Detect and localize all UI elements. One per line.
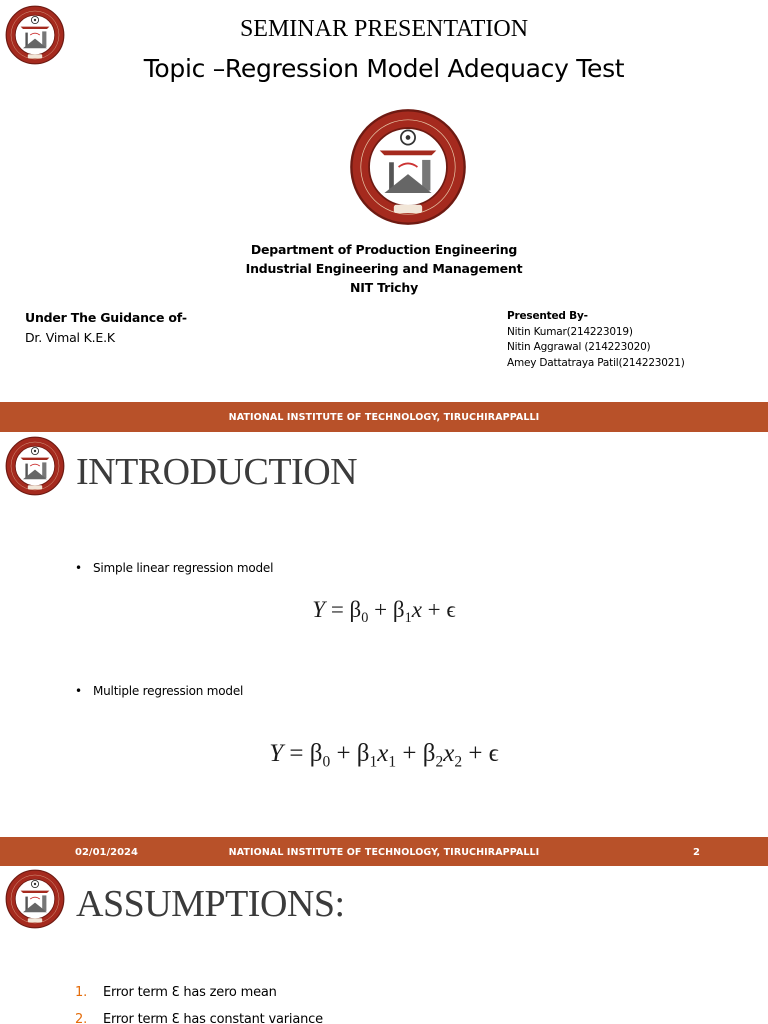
list-text: Error term Ɛ has constant variance xyxy=(103,1012,323,1024)
footer-institute: NATIONAL INSTITUTE OF TECHNOLOGY, TIRUCHIRAPPALLI xyxy=(228,847,540,858)
slide-title: ASSUMPTIONS: xyxy=(76,883,345,925)
slide-title-page xyxy=(0,0,768,432)
simple-regression-equation: $Y = \beta_0 + \beta_1x + \epsilon$ xyxy=(312,597,456,626)
slide-introduction xyxy=(0,432,768,866)
slide-footer xyxy=(0,402,768,432)
presented-by-label: Presented By- xyxy=(507,310,588,322)
bullet-dot: • xyxy=(75,561,82,575)
bullet-text: Multiple regression model xyxy=(93,684,244,698)
list-item xyxy=(75,1012,323,1024)
department-line: Department of Production Engineering xyxy=(250,242,518,257)
nit-seal-icon xyxy=(5,869,65,929)
presenter-name: Amey Dattatraya Patil(214223021) xyxy=(507,356,685,369)
slide-title: INTRODUCTION xyxy=(76,451,358,493)
footer-date: 02/01/2024 xyxy=(75,847,138,858)
presenter-name: Nitin Aggrawal (214223020) xyxy=(507,341,651,353)
seminar-heading: SEMINAR PRESENTATION xyxy=(239,16,529,42)
slide-assumptions xyxy=(0,866,768,1024)
presenter-name: Nitin Kumar(214223019) xyxy=(507,325,633,338)
topic-title: Topic –Regression Model Adequacy Test xyxy=(143,54,625,83)
bullet-dot: • xyxy=(75,684,82,698)
footer-institute: NATIONAL INSTITUTE OF TECHNOLOGY, TIRUCHIRAPPALLI xyxy=(228,412,540,423)
list-number: 2. xyxy=(75,1012,88,1024)
nit-seal-icon xyxy=(340,108,476,226)
slide-footer xyxy=(0,837,768,866)
page-number: 2 xyxy=(693,847,700,858)
presented-by-block xyxy=(507,309,685,371)
list-item xyxy=(75,985,277,1000)
department-line: NIT Trichy xyxy=(349,280,419,295)
bullet-item xyxy=(75,561,273,575)
bullet-text: Simple linear regression model xyxy=(93,561,274,575)
bullet-item xyxy=(75,684,243,698)
department-block xyxy=(0,240,768,297)
guide-name: Dr. Vimal K.E.K xyxy=(25,330,115,345)
nit-seal-icon xyxy=(5,436,65,496)
multiple-regression-equation: $Y = \beta_0 + \beta_1x_1 + \beta_2x_2 + \epsilon$ xyxy=(269,740,499,771)
guidance-label: Under The Guidance of- xyxy=(25,310,187,325)
list-number: 1. xyxy=(75,985,88,1000)
department-line: Industrial Engineering and Management xyxy=(245,261,523,276)
list-text: Error term Ɛ has zero mean xyxy=(103,985,277,1000)
